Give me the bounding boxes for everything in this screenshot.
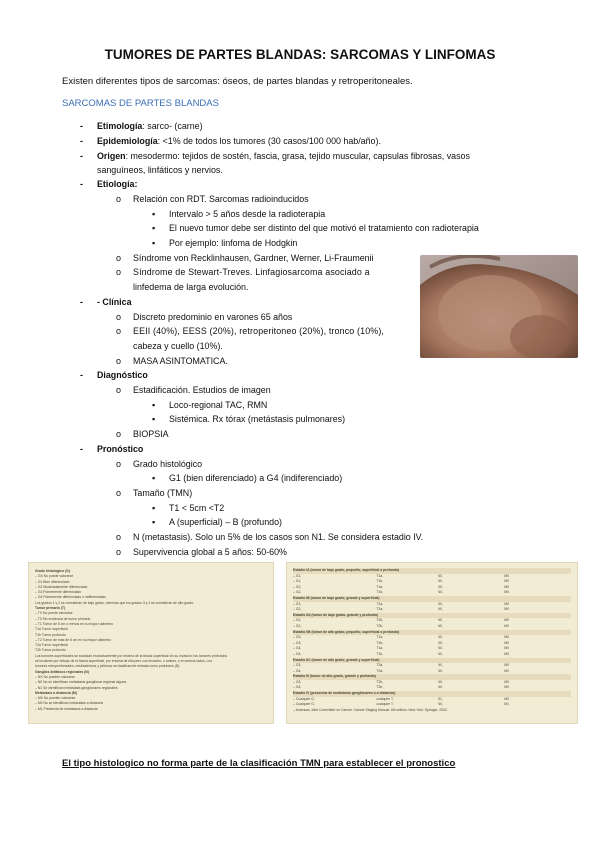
table-row: se localizan por debajo de la fascia superficial, por encima de ella pero con invasión, o ambos, o en ambos lados. Los bbox=[35, 659, 212, 664]
table-cell: T1a, bbox=[376, 646, 384, 651]
table-row: – G2 Moderadamente diferenciado bbox=[35, 584, 88, 589]
outline-line bbox=[133, 266, 370, 279]
table-cell: – G4, bbox=[293, 646, 302, 651]
table-row: – N0 No se identifican metástasis ganglionar regional alguna bbox=[35, 680, 127, 685]
outline-text: sanguíneos, linfáticos y nervios. bbox=[97, 165, 223, 175]
outline-text: Diagnóstico bbox=[97, 370, 148, 380]
table-cell: – G4, bbox=[293, 685, 302, 690]
outline-line bbox=[169, 472, 342, 485]
outline-line bbox=[133, 458, 202, 471]
table-cell: – G2, bbox=[293, 607, 302, 612]
table-cell: N0, bbox=[437, 668, 443, 673]
circle-bullet: o bbox=[116, 312, 122, 322]
outline-line bbox=[133, 325, 384, 338]
table-row: Los tumores superficiales se localizan exclusivamente por encima de la fascia superficial sin su invasión; los tumores profundos bbox=[35, 653, 228, 658]
table-cell: – American Joint Committee on Cancer. Cancer Staging Manual. 6th edition. New York: Springer, 2002. bbox=[293, 707, 448, 712]
outline-line bbox=[169, 399, 267, 412]
outline-text: : mesodermo: tejidos de sostén, fascia, grasa, tejido muscular, capsulas fibrosas, vasos bbox=[125, 151, 470, 161]
outline-text: Origen bbox=[97, 151, 126, 161]
table-cell: N0, bbox=[437, 640, 443, 645]
table-cell: M0 bbox=[504, 663, 509, 668]
outline-text: Grado histológico bbox=[133, 459, 203, 469]
table-cell: Estadio IA (tumor de bajo grado, pequeño, superficial o profundo) bbox=[293, 568, 400, 572]
table-row: – T1 Tumor de 5 cm o menos en su mayor diámetro bbox=[35, 621, 113, 626]
table-cell: – G1, bbox=[293, 573, 302, 578]
table-cell: N0, bbox=[437, 601, 443, 606]
outline-line bbox=[169, 516, 282, 529]
table-cell: – Cualquier G, bbox=[293, 702, 315, 707]
table-cell: M1 bbox=[504, 702, 509, 707]
table-cell: T2b, bbox=[376, 623, 384, 628]
circle-bullet: o bbox=[116, 194, 122, 204]
circle-bullet: o bbox=[116, 547, 122, 557]
table-cell: N0, bbox=[437, 685, 443, 690]
table-cell: M0 bbox=[504, 573, 509, 578]
dash-bullet: - bbox=[80, 297, 83, 307]
square-bullet: ▪ bbox=[152, 414, 156, 424]
table-cell: N0, bbox=[437, 651, 443, 656]
patient-photo bbox=[420, 255, 578, 358]
table-cell: N1, bbox=[437, 696, 443, 701]
outline-line bbox=[169, 237, 297, 250]
outline-text: N (metastasis). Solo un 5% de los casos son N1. Se considera estadio IV. bbox=[133, 532, 424, 542]
table-row: tumores retroperitoneales, mediastínicos y pélvicos se clasifican de entrada como profundos (B). bbox=[35, 664, 181, 669]
table-cell: – G2, bbox=[293, 623, 302, 628]
outline-text: Discreto predominio en varones 65 años bbox=[133, 312, 293, 322]
outline-line bbox=[133, 428, 169, 441]
table-cell: – G4, bbox=[293, 668, 302, 673]
dash-bullet: - bbox=[80, 121, 83, 131]
outline-line bbox=[169, 502, 224, 515]
dash-bullet: - bbox=[80, 151, 83, 161]
table-row: T1b Tumor profundo bbox=[35, 632, 66, 637]
square-bullet: ▪ bbox=[152, 503, 156, 513]
outline-line bbox=[133, 281, 248, 294]
outline-text: Epidemiología bbox=[97, 136, 158, 146]
table-cell: Estadio IIB (tumor de alto grado, pequeño, superficial o profundo) bbox=[293, 629, 400, 634]
page-title: TUMORES DE PARTES BLANDAS: SARCOMAS Y LINFOMAS bbox=[104, 47, 496, 62]
outline-text: cabeza y cuello (10%). bbox=[133, 341, 223, 351]
table-cell: – G2, bbox=[293, 584, 302, 589]
patient-photo-image bbox=[420, 255, 578, 358]
square-bullet: ▪ bbox=[152, 400, 156, 410]
table-cell: M0 bbox=[504, 618, 509, 623]
outline-line bbox=[169, 222, 479, 235]
outline-text: Tamaño (TMN) bbox=[133, 488, 193, 498]
table-cell: N0, bbox=[437, 584, 443, 589]
table-cell: M0 bbox=[504, 685, 509, 690]
circle-bullet: o bbox=[116, 429, 122, 439]
outline-text: BIOPSIA bbox=[133, 429, 169, 439]
outline-line bbox=[97, 296, 132, 309]
table-cell: – Cualquier G, bbox=[293, 696, 315, 701]
outline-line bbox=[97, 369, 148, 382]
table-cell: N0, bbox=[437, 679, 443, 684]
table-cell: M0 bbox=[504, 651, 509, 656]
square-bullet: ▪ bbox=[152, 517, 156, 527]
table-row: – GX No puede valorarse bbox=[35, 574, 74, 579]
table-cell: T1b, bbox=[376, 651, 384, 656]
outline-text: Síndrome de Stewart-Treves. Linfagiosarcoma asociado a bbox=[133, 267, 370, 277]
table-cell: M0 bbox=[504, 646, 509, 651]
staging-table-left bbox=[28, 562, 274, 724]
table-cell: Estadio IB (tumor de bajo grado, grande y superficial) bbox=[293, 595, 380, 600]
table-cell: – G2, bbox=[293, 590, 302, 595]
table-row: T2a Tumor superficial bbox=[35, 643, 68, 648]
circle-bullet: o bbox=[116, 488, 122, 498]
table-cell: M0 bbox=[504, 607, 509, 612]
outline-line bbox=[97, 178, 137, 191]
circle-bullet: o bbox=[116, 326, 122, 336]
table-row: – NX No pueden valorarse bbox=[35, 674, 75, 679]
outline-line bbox=[133, 384, 271, 397]
outline-line bbox=[133, 546, 287, 559]
table-cell: T2b, bbox=[376, 679, 384, 684]
outline-text: Estadificación. Estudios de imagen bbox=[133, 385, 271, 395]
table-cell: T1b, bbox=[376, 590, 384, 595]
table-cell: N0, bbox=[437, 579, 443, 584]
table-row bbox=[293, 708, 571, 714]
table-row: Tumor primario (T) bbox=[35, 606, 66, 611]
outline-line bbox=[133, 340, 223, 353]
table-cell: T2a, bbox=[376, 663, 384, 668]
table-row: Los grados 1 y 2 se consideran de bajo grado, mientras que los grados 3 y 4 se consideran de alto grado. bbox=[35, 600, 194, 605]
table-cell: N0, bbox=[437, 663, 443, 668]
outline-line bbox=[97, 120, 203, 133]
table-cell: N0, bbox=[437, 646, 443, 651]
outline-text: Relación con RDT. Sarcomas radioinducidos bbox=[133, 194, 309, 204]
outline-text: Por ejemplo: linfoma de Hodgkin bbox=[169, 238, 298, 248]
table-cell: N0, bbox=[437, 618, 443, 623]
outline-text: Supervivencia global a 5 años: 50-60% bbox=[133, 547, 287, 557]
table-cell: T2a, bbox=[376, 607, 384, 612]
outline-text: A (superficial) – B (profundo) bbox=[169, 517, 282, 527]
table-row: – TX No puede valorarse bbox=[35, 611, 73, 616]
table-row: Ganglios linfáticos regionales (N) bbox=[35, 669, 89, 674]
table-cell: N0, bbox=[437, 607, 443, 612]
table-cell: M0 bbox=[504, 579, 509, 584]
table-cell: – G3, bbox=[293, 679, 302, 684]
table-cell: – G3, bbox=[293, 635, 302, 640]
table-row: – T2 Tumor de más de 5 cm en su mayor diámetro bbox=[35, 637, 112, 642]
outline-line bbox=[133, 487, 192, 500]
table-cell: – G3, bbox=[293, 640, 302, 645]
outline-text: - Clínica bbox=[97, 297, 132, 307]
table-row: Metástasis a distancia (M) bbox=[35, 690, 77, 695]
table-row: – M0 No se identifican metástasis a distancia bbox=[35, 701, 103, 706]
table-cell: – G4, bbox=[293, 651, 302, 656]
table-row: T1a Tumor superficial bbox=[35, 627, 68, 632]
table-cell: M0 bbox=[504, 668, 509, 673]
table-row: – G1 Bien diferenciado bbox=[35, 579, 70, 584]
outline-text: Sistémica. Rx tórax (metástasis pulmonares) bbox=[169, 414, 346, 424]
table-cell: – G3, bbox=[293, 663, 302, 668]
table-cell: N0, bbox=[437, 623, 443, 628]
table-cell: M0 bbox=[504, 696, 509, 701]
table-cell: N0, bbox=[437, 702, 443, 707]
table-row: – MX No pueden valorarse bbox=[35, 696, 76, 701]
section-heading: SARCOMAS DE PARTES BLANDAS bbox=[62, 98, 219, 109]
outline-line bbox=[133, 311, 292, 324]
table-row: – T0 Sin evidencia de tumor primario bbox=[35, 616, 91, 621]
circle-bullet: o bbox=[116, 385, 122, 395]
table-row: – G3 Pobremente diferenciado bbox=[35, 590, 82, 595]
table-cell: M0 bbox=[504, 590, 509, 595]
table-row: T2b Tumor profundo bbox=[35, 648, 66, 653]
outline-line bbox=[97, 135, 381, 148]
outline-line bbox=[133, 252, 374, 265]
outline-text: : <1% de todos los tumores (30 casos/100 000 hab/año). bbox=[157, 136, 381, 146]
square-bullet: ▪ bbox=[152, 209, 156, 219]
table-cell: T2b, bbox=[376, 685, 384, 690]
outline-line bbox=[169, 413, 345, 426]
outline-text: MASA ASINTOMATICA. bbox=[133, 356, 228, 366]
outline-line bbox=[97, 150, 539, 163]
table-cell: M0 bbox=[504, 640, 509, 645]
table-cell: M0 bbox=[504, 623, 509, 628]
table-cell: N0, bbox=[437, 635, 443, 640]
table-cell: M0 bbox=[504, 679, 509, 684]
table-cell: T1a, bbox=[376, 573, 384, 578]
outline-text: Loco-regional TAC, RMN bbox=[169, 400, 268, 410]
table-cell: M0 bbox=[504, 635, 509, 640]
circle-bullet: o bbox=[116, 532, 122, 542]
intro-paragraph: Existen diferentes tipos de sarcomas: óseos, de partes blandas y retroperitoneales. bbox=[62, 76, 413, 87]
outline-text: G1 (bien diferenciado) a G4 (indiferenciado) bbox=[169, 473, 343, 483]
table-row: – N1 Se identifican metástasis ganglionares regionales bbox=[35, 685, 118, 690]
table-cell: T1a, bbox=[376, 635, 384, 640]
table-cell: Estadio IV (presencia de metástasis ganglionares o a distancia) bbox=[293, 691, 396, 696]
outline-text: T1 < 5cm <T2 bbox=[169, 503, 225, 513]
circle-bullet: o bbox=[116, 253, 122, 263]
dash-bullet: - bbox=[80, 444, 83, 454]
dash-bullet: - bbox=[80, 179, 83, 189]
table-cell: T2a, bbox=[376, 601, 384, 606]
staging-table-right bbox=[286, 562, 578, 724]
outline-text: El nuevo tumor debe ser distinto del que motivó el tratamiento con radioterapia bbox=[169, 223, 479, 233]
square-bullet: ▪ bbox=[152, 223, 156, 233]
table-row: – G4 Pobremente diferenciado o indiferenciado bbox=[35, 595, 107, 600]
circle-bullet: o bbox=[116, 267, 122, 277]
outline-text: Intervalo > 5 años desde la radioterapia bbox=[169, 209, 326, 219]
bottom-note: El tipo histologico no forma parte de la clasificación TMN para establecer el pronostico bbox=[62, 758, 456, 769]
outline-text: Pronóstico bbox=[97, 444, 144, 454]
table-cell: cualquier T, bbox=[376, 702, 394, 707]
table-cell: Estadio IIC (tumor de alto grado, grande y superficial) bbox=[293, 657, 380, 662]
table-cell: N0, bbox=[437, 590, 443, 595]
outline-line bbox=[133, 193, 309, 206]
table-cell: T1a, bbox=[376, 584, 384, 589]
table-cell: – G1, bbox=[293, 579, 302, 584]
outline-text: EEII (40%), EESS (20%), retroperitoneo (20%), tronco (10%), bbox=[133, 326, 385, 336]
table-cell: Estadio III (tumor de alto grado, grande y profundo) bbox=[293, 674, 376, 679]
circle-bullet: o bbox=[116, 459, 122, 469]
table-cell: M0 bbox=[504, 601, 509, 606]
outline-text: Etiología: bbox=[97, 179, 138, 189]
table-cell: T1b, bbox=[376, 579, 384, 584]
outline-text: Síndrome von Recklinhausen, Gardner, Werner, Li-Fraumenii bbox=[133, 253, 374, 263]
table-row: Grado histológico (G) bbox=[35, 569, 70, 573]
square-bullet: ▪ bbox=[152, 238, 156, 248]
square-bullet: ▪ bbox=[152, 473, 156, 483]
table-cell: – G1, bbox=[293, 618, 302, 623]
outline-line bbox=[97, 443, 143, 456]
outline-text: linfedema de larga evolución. bbox=[133, 282, 249, 292]
outline-text: Etimología bbox=[97, 121, 143, 131]
table-cell: M0 bbox=[504, 584, 509, 589]
outline-line bbox=[133, 355, 228, 368]
table-cell: N0, bbox=[437, 573, 443, 578]
table-cell: Estadio IIA (tumor de bajo grado, grande y profundo) bbox=[293, 612, 379, 617]
table-cell: T1b, bbox=[376, 640, 384, 645]
outline-line bbox=[97, 164, 223, 177]
table-cell: – G1, bbox=[293, 601, 302, 606]
dash-bullet: - bbox=[80, 370, 83, 380]
outline-text: : sarco- (carne) bbox=[142, 121, 203, 131]
dash-bullet: - bbox=[80, 136, 83, 146]
outline-line bbox=[133, 531, 423, 544]
table-row: – M1 Presencia de metástasis a distancia bbox=[35, 706, 98, 711]
table-cell: T2b, bbox=[376, 618, 384, 623]
circle-bullet: o bbox=[116, 356, 122, 366]
table-cell: T2a, bbox=[376, 668, 384, 673]
table-cell: cualquier T, bbox=[376, 696, 394, 701]
outline-line bbox=[169, 208, 325, 221]
